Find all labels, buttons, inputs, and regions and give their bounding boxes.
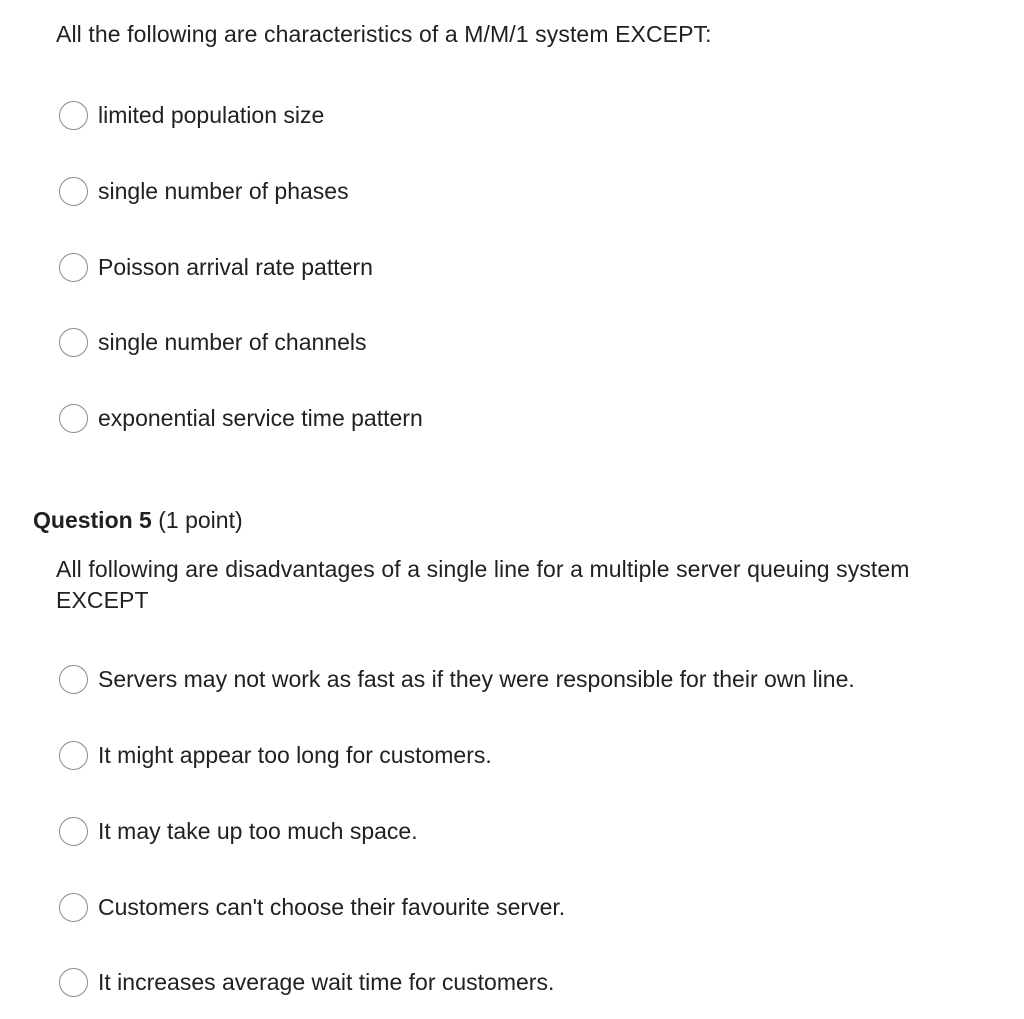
question-4-option-3[interactable] (59, 251, 373, 283)
radio-button[interactable] (59, 817, 88, 846)
radio-button[interactable] (59, 404, 88, 433)
option-label: Servers may not work as fast as if they were responsible for their own line. (98, 666, 855, 692)
question-5-prompt: All following are disadvantages of a single line for a multiple server queuing system EXCEPT (56, 556, 910, 613)
option-label: It increases average wait time for customers. (98, 969, 555, 995)
question-number: Question 5 (33, 507, 152, 533)
question-5-option-3[interactable] (59, 815, 418, 847)
radio-button[interactable] (59, 328, 88, 357)
radio-button[interactable] (59, 741, 88, 770)
question-5-option-5[interactable] (59, 966, 554, 998)
radio-button[interactable] (59, 893, 88, 922)
question-points: (1 point) (158, 507, 243, 533)
radio-button[interactable] (59, 253, 88, 282)
question-4-option-4[interactable] (59, 326, 367, 358)
radio-button[interactable] (59, 968, 88, 997)
question-4-option-1[interactable] (59, 99, 324, 131)
option-label: limited population size (98, 102, 325, 128)
radio-button[interactable] (59, 665, 88, 694)
question-5-option-1[interactable] (59, 663, 855, 695)
option-label: single number of phases (98, 178, 349, 204)
question-4-option-2[interactable] (59, 175, 349, 207)
question-5-option-2[interactable] (59, 739, 492, 771)
option-label: Poisson arrival rate pattern (98, 254, 373, 280)
question-5-option-4[interactable] (59, 891, 565, 923)
question-4-prompt: All the following are characteristics of a M/M/1 system EXCEPT: (56, 21, 712, 47)
radio-button[interactable] (59, 101, 88, 130)
question-4-option-5[interactable] (59, 402, 423, 434)
option-label: It might appear too long for customers. (98, 742, 492, 768)
option-label: It may take up too much space. (98, 818, 418, 844)
option-label: single number of channels (98, 329, 367, 355)
radio-button[interactable] (59, 177, 88, 206)
question-5-header (33, 505, 243, 536)
option-label: Customers can't choose their favourite server. (98, 894, 566, 920)
option-label: exponential service time pattern (98, 405, 423, 431)
